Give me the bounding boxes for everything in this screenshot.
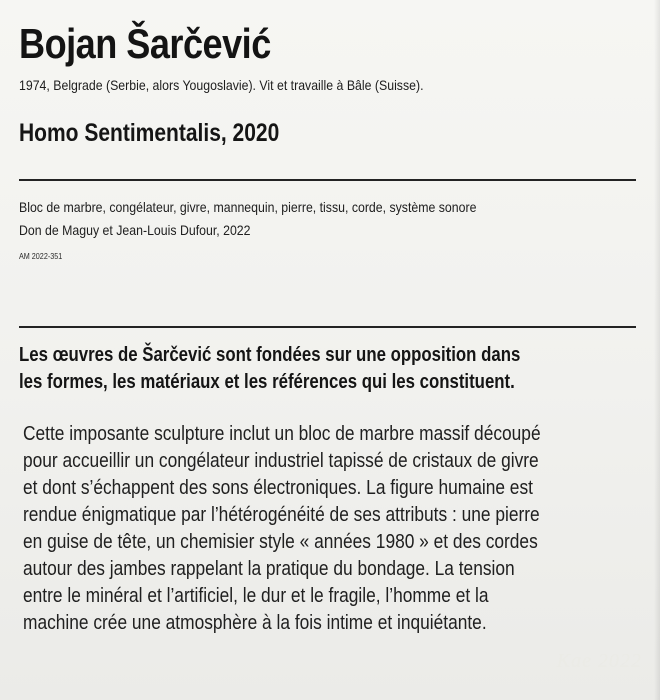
description-line: pour accueillir un congélateur industriel tapissé de cristaux de givre — [23, 450, 539, 472]
donation-credit: Don de Maguy et Jean-Louis Dufour, 2022 — [19, 222, 251, 238]
artwork-title: Homo Sentimentalis, 2020 — [19, 119, 280, 147]
description-paragraph — [23, 421, 628, 637]
description-line: rendue énigmatique par l’hétérogénéité de ses attributs : une pierre — [23, 504, 540, 526]
artist-bio: 1974, Belgrade (Serbie, alors Yougoslavie). Vit et travaille à Bâle (Suisse). — [19, 77, 424, 93]
intro-paragraph — [19, 342, 625, 396]
section-divider — [19, 179, 636, 181]
description-line: en guise de tête, un chemisier style « années 1980 » et des cordes — [23, 531, 538, 553]
intro-line: les formes, les matériaux et les références qui les constituent. — [19, 371, 515, 393]
photo-watermark: Kae 2022 — [556, 650, 642, 672]
description-line: Cette imposante sculpture inclut un bloc de marbre massif découpé — [23, 423, 541, 445]
intro-line: Les œuvres de Šarčević sont fondées sur une opposition dans — [19, 344, 521, 366]
description-line: machine crée une atmosphère à la fois intime et inquiétante. — [23, 612, 487, 634]
artwork-materials: Bloc de marbre, congélateur, givre, mannequin, pierre, tissu, corde, système sonore — [19, 199, 477, 215]
artist-name: Bojan Šarčević — [19, 20, 271, 67]
description-line: entre le minéral et l’artificiel, le dur et le fragile, l’homme et la — [23, 585, 489, 607]
description-line: autour des jambes rappelant la pratique du bondage. La tension — [23, 558, 515, 580]
inventory-number: AM 2022-351 — [19, 252, 63, 261]
section-divider — [19, 326, 636, 328]
description-line: et dont s’échappent des sons électroniques. La figure humaine est — [23, 477, 533, 499]
